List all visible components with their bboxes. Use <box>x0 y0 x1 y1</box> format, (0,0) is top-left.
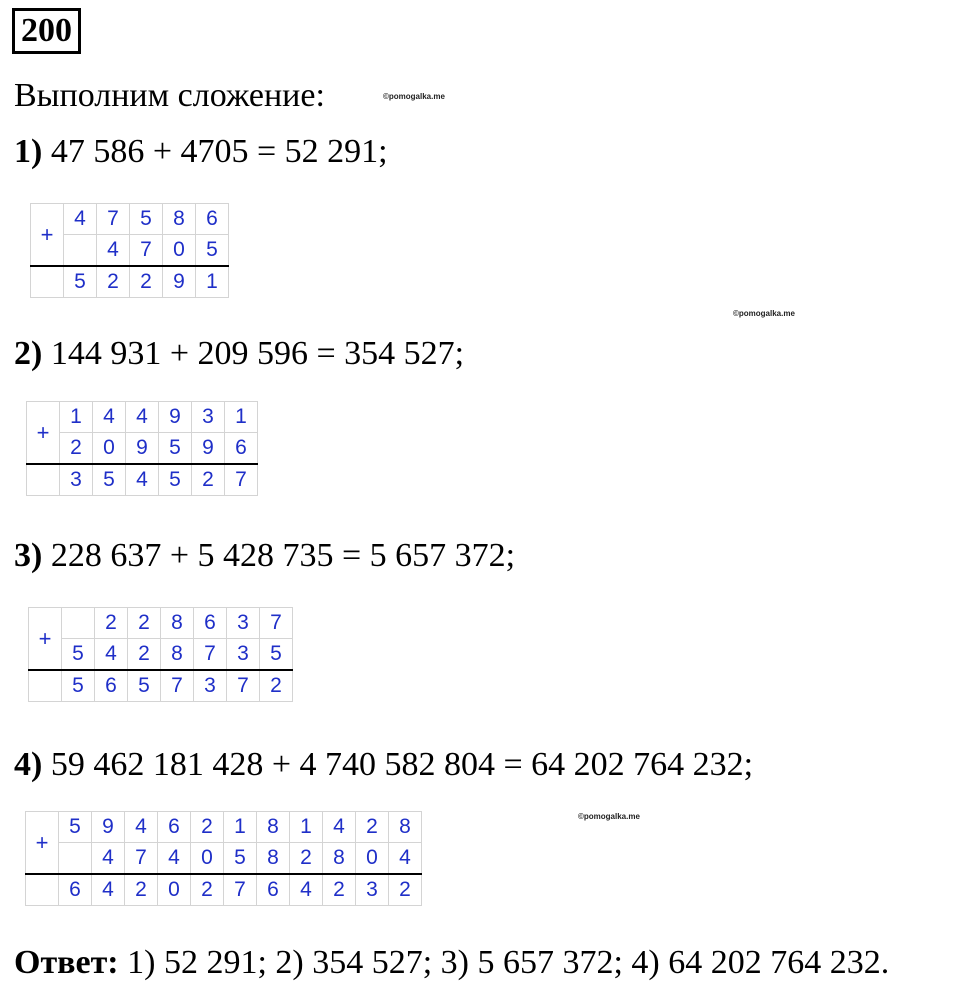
digit-cell: 2 <box>97 266 130 298</box>
digit-cell: 5 <box>196 235 229 267</box>
digit-cell: 4 <box>323 812 356 843</box>
digit-cell: 7 <box>194 639 227 671</box>
digit-cell: 4 <box>92 843 125 875</box>
digit-cell: 2 <box>192 464 225 496</box>
digit-cell: 6 <box>196 204 229 235</box>
plus-sign: + <box>26 812 59 875</box>
column-addition-2 <box>26 401 258 496</box>
digit-cell: 0 <box>191 843 224 875</box>
digit-cell: 5 <box>159 433 192 465</box>
digit-cell: 9 <box>92 812 125 843</box>
digit-cell: 5 <box>62 670 95 702</box>
digit-cell: 4 <box>95 639 128 671</box>
digit-cell: 4 <box>126 402 159 433</box>
plus-sign: + <box>31 204 64 267</box>
item-1-line <box>14 132 388 172</box>
digit-cell: 7 <box>224 874 257 906</box>
digit-cell: 7 <box>260 608 293 639</box>
item-4-expression: 59 462 181 428 + 4 740 582 804 = 64 202 764 232; <box>50 746 754 783</box>
digit-cell: 7 <box>227 670 260 702</box>
digit-cell: 8 <box>257 812 290 843</box>
digit-cell: 3 <box>192 402 225 433</box>
digit-cell: 4 <box>125 812 158 843</box>
watermark: ©pomogalka.me <box>733 309 795 318</box>
digit-cell: 5 <box>224 843 257 875</box>
digit-cell: 5 <box>93 464 126 496</box>
digit-cell: 2 <box>128 639 161 671</box>
digit-cell: 2 <box>95 608 128 639</box>
digit-cell: 0 <box>356 843 389 875</box>
digit-cell: 2 <box>260 670 293 702</box>
digit-cell: 7 <box>161 670 194 702</box>
item-1-expression: 47 586 + 4705 = 52 291; <box>50 133 388 170</box>
digit-cell: 5 <box>260 639 293 671</box>
digit-cell: 1 <box>225 402 258 433</box>
digit-cell: 5 <box>159 464 192 496</box>
digit-cell: 7 <box>225 464 258 496</box>
item-3-label: 3) <box>14 537 43 574</box>
digit-cell: 5 <box>130 204 163 235</box>
digit-cell: 2 <box>191 874 224 906</box>
digit-cell: 9 <box>192 433 225 465</box>
sign-blank-cell <box>26 874 59 906</box>
digit-cell: 4 <box>93 402 126 433</box>
digit-cell: 2 <box>389 874 422 906</box>
digit-cell: 0 <box>158 874 191 906</box>
sign-blank-cell <box>29 670 62 702</box>
plus-sign: + <box>29 608 62 671</box>
digit-cell: 4 <box>389 843 422 875</box>
digit-cell: 4 <box>290 874 323 906</box>
digit-cell: 4 <box>64 204 97 235</box>
digit-cell: 5 <box>62 639 95 671</box>
digit-cell: 2 <box>191 812 224 843</box>
digit-cell: 4 <box>92 874 125 906</box>
digit-cell: 4 <box>97 235 130 267</box>
digit-cell: 7 <box>97 204 130 235</box>
digit-cell: 5 <box>128 670 161 702</box>
digit-cell: 3 <box>356 874 389 906</box>
digit-cell: 6 <box>158 812 191 843</box>
digit-cell: 6 <box>95 670 128 702</box>
item-2-label: 2) <box>14 335 43 372</box>
digit-cell: 5 <box>59 812 92 843</box>
digit-cell: 5 <box>64 266 97 298</box>
digit-cell: 9 <box>163 266 196 298</box>
item-3-expression: 228 637 + 5 428 735 = 5 657 372; <box>50 537 516 574</box>
digit-cell: 3 <box>227 608 260 639</box>
item-4-line <box>14 745 753 785</box>
column-addition-4 <box>25 811 422 906</box>
item-3-line <box>14 536 515 576</box>
digit-cell: 6 <box>257 874 290 906</box>
digit-cell: 8 <box>257 843 290 875</box>
digit-cell: 6 <box>59 874 92 906</box>
column-addition-1 <box>30 203 229 298</box>
digit-cell: 8 <box>389 812 422 843</box>
item-4-label: 4) <box>14 746 43 783</box>
intro-text: Выполним сложение: <box>14 77 325 114</box>
digit-cell: 8 <box>161 639 194 671</box>
digit-cell: 2 <box>125 874 158 906</box>
plus-sign: + <box>27 402 60 465</box>
answer-label: Ответ: <box>14 944 119 981</box>
digit-cell: 1 <box>196 266 229 298</box>
item-1-label: 1) <box>14 133 43 170</box>
digit-cell <box>64 235 97 267</box>
digit-cell: 2 <box>60 433 93 465</box>
digit-cell: 1 <box>290 812 323 843</box>
digit-cell: 2 <box>128 608 161 639</box>
digit-cell: 7 <box>125 843 158 875</box>
digit-cell: 2 <box>290 843 323 875</box>
digit-cell: 3 <box>227 639 260 671</box>
digit-cell: 8 <box>161 608 194 639</box>
digit-cell: 8 <box>163 204 196 235</box>
digit-cell <box>62 608 95 639</box>
digit-cell: 4 <box>126 464 159 496</box>
digit-cell: 9 <box>126 433 159 465</box>
digit-cell: 3 <box>60 464 93 496</box>
digit-cell: 2 <box>356 812 389 843</box>
sign-blank-cell <box>31 266 64 298</box>
digit-cell: 4 <box>158 843 191 875</box>
watermark: ©pomogalka.me <box>578 812 640 821</box>
digit-cell: 7 <box>130 235 163 267</box>
answer-line <box>14 943 889 983</box>
digit-cell: 0 <box>93 433 126 465</box>
column-addition-3 <box>28 607 293 702</box>
task-number: 200 <box>12 8 81 54</box>
digit-cell: 2 <box>323 874 356 906</box>
item-2-line <box>14 334 464 374</box>
digit-cell: 3 <box>194 670 227 702</box>
digit-cell: 1 <box>60 402 93 433</box>
digit-cell: 1 <box>224 812 257 843</box>
digit-cell: 6 <box>225 433 258 465</box>
watermark: ©pomogalka.me <box>383 92 445 101</box>
item-2-expression: 144 931 + 209 596 = 354 527; <box>50 335 465 372</box>
answer-text: 1) 52 291; 2) 354 527; 3) 5 657 372; 4) 64 202 764 232. <box>127 944 890 981</box>
digit-cell: 2 <box>130 266 163 298</box>
digit-cell: 9 <box>159 402 192 433</box>
digit-cell <box>59 843 92 875</box>
digit-cell: 8 <box>323 843 356 875</box>
sign-blank-cell <box>27 464 60 496</box>
digit-cell: 0 <box>163 235 196 267</box>
digit-cell: 6 <box>194 608 227 639</box>
